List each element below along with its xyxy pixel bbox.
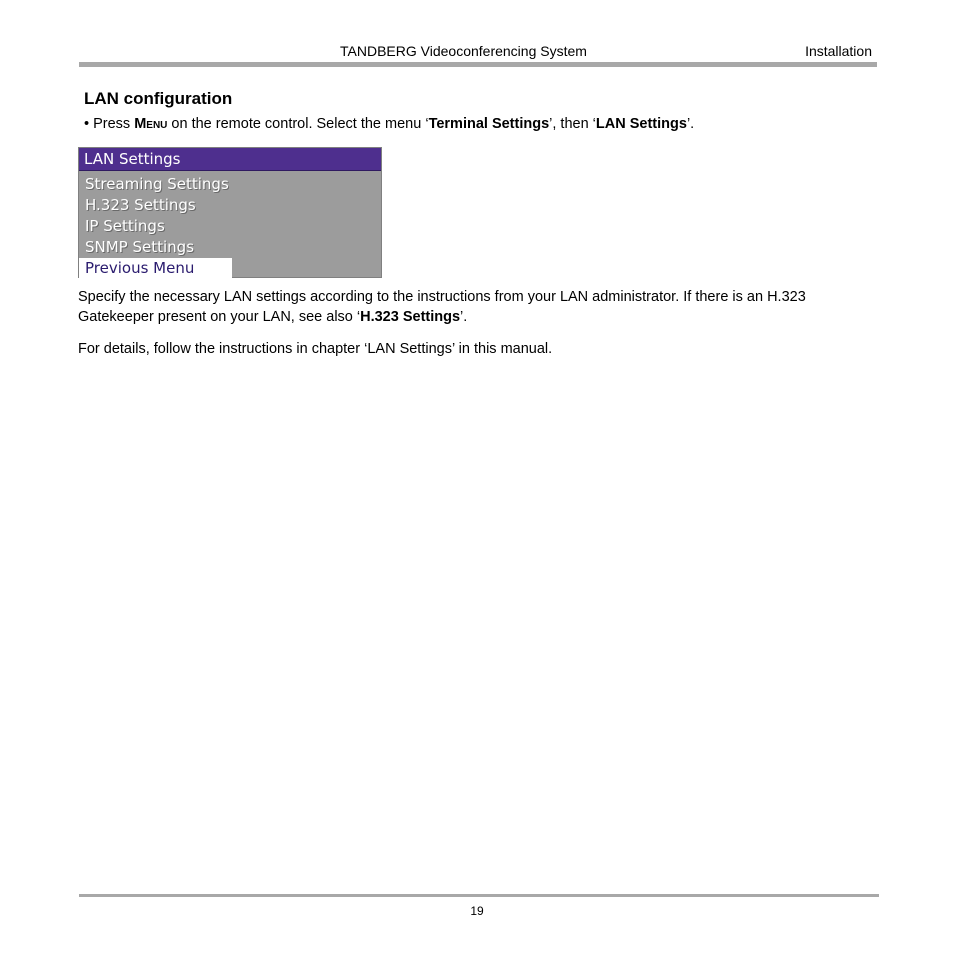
menu-title: LAN Settings — [79, 148, 381, 171]
header-section: Installation — [805, 43, 872, 59]
paragraph1-text: Specify the necessary LAN settings according to the instructions from your LAN administrator. If there is an H.323 Gatekeeper present on your LAN, see also ‘ — [78, 289, 806, 325]
bullet-prefix: • Press — [84, 116, 135, 132]
menu-item-previous-menu[interactable]: Previous Menu — [79, 258, 232, 279]
lan-settings-ref: LAN Settings — [595, 116, 687, 132]
menu-item-snmp-settings[interactable]: SNMP Settings — [85, 238, 195, 256]
bullet-end: ’. — [686, 116, 695, 132]
lan-settings-menu — [78, 147, 382, 278]
terminal-settings-ref: Terminal Settings — [428, 116, 550, 132]
paragraph1-end: ’. — [460, 308, 468, 325]
menu-list — [79, 174, 381, 279]
bullet-mid: on the remote control. Select the menu ‘ — [167, 116, 429, 132]
header-rule — [79, 62, 877, 67]
footer-rule — [79, 894, 879, 897]
instruction-bullet — [84, 116, 694, 132]
paragraph-lan-settings — [78, 288, 848, 327]
page-number: 19 — [470, 904, 484, 918]
header-title: TANDBERG Videoconferencing System — [340, 43, 587, 59]
menu-item-h323-settings[interactable]: H.323 Settings — [85, 196, 196, 214]
bullet-then: ’, then ‘ — [549, 116, 596, 132]
h323-settings-ref: H.323 Settings — [360, 308, 461, 325]
menu-key-label: Menu — [134, 116, 168, 132]
section-heading: LAN configuration — [84, 89, 233, 108]
menu-item-streaming-settings[interactable]: Streaming Settings — [85, 175, 229, 193]
paragraph-details: For details, follow the instructions in chapter ‘LAN Settings’ in this manual. — [78, 341, 553, 357]
menu-item-ip-settings[interactable]: IP Settings — [85, 217, 165, 235]
